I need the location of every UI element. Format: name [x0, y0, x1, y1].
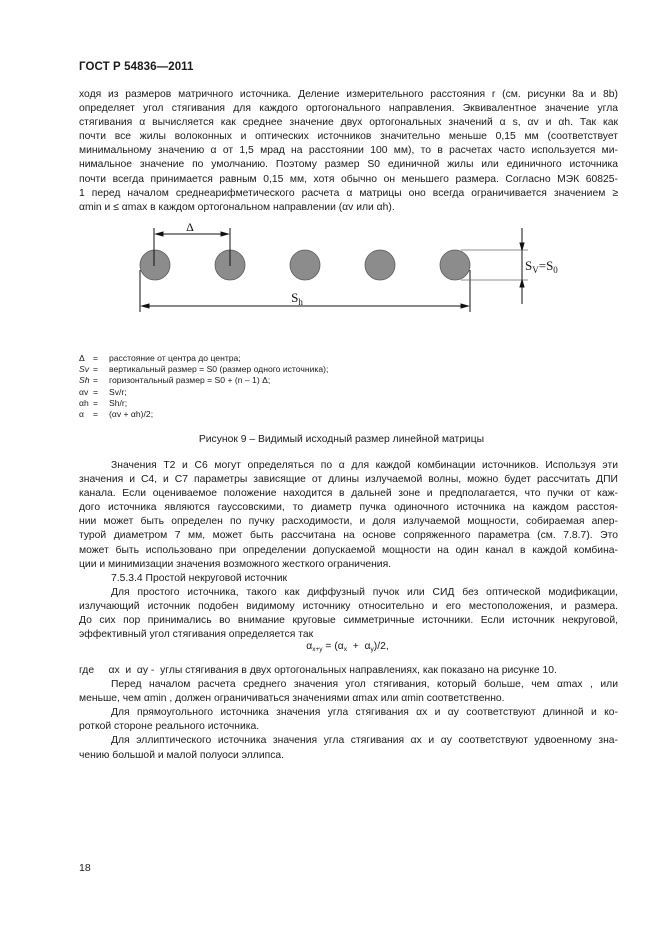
source-circle [215, 250, 245, 280]
legend-symbol: αv [79, 386, 89, 397]
figure-caption: Рисунок 9 – Видимый исходный размер линейной матрицы [198, 434, 485, 445]
text-line: ходя из размеров матричного источника. Деление измерительного расстояния r (см. рисунки 8а и 8b) [79, 89, 618, 100]
text-line: Значения T2 и C6 могут определяться по α для каждой комбинации источников. Используя эти [111, 460, 618, 471]
text-line: минимальному значению α от 1,5 мрад на расстоянии 100 мм), то в расчетах часто используется ми- [79, 145, 618, 157]
body-paragraph-3 [79, 664, 618, 763]
legend-row: Δ = расстояние от центра до центра; [79, 353, 241, 363]
text-line: излучающий источник подобен видимому источнику относительно и его местоположения, и размера. [79, 601, 618, 613]
text-line: почти все жилы волоконных и оптических источников значительно меньше 0,15 мм (соответствует [79, 131, 618, 143]
sh-dimension [140, 270, 470, 312]
legend-text: Sv/r; [109, 386, 127, 397]
text-line: нимальное значение по умолчанию. Поэтому размер S0 единичной жилы или единичного источника [79, 159, 618, 171]
source-circle [440, 250, 470, 280]
sv-dimension [461, 228, 528, 304]
legend-text: горизонтальный размер = S0 + (n – 1) Δ; [109, 375, 271, 386]
text-line: турой диаметром 7 мм, может быть рассчитана на основе сопряженного параметра (см. 7.8.7). Это [79, 530, 618, 542]
sh-label: $S_h$ [291, 290, 303, 307]
legend-symbol: Δ [79, 353, 85, 363]
source-circle [290, 250, 320, 280]
text-line: Перед началом расчета среднего значения угол стягивания, который больше, чем αmax , или [111, 679, 618, 691]
section-heading: 7.5.3.4 Простой некруговой источник [111, 572, 288, 584]
text-line: нии может быть определен по пучку расходимости, и доля излучаемой мощности, собираемая апер- [79, 516, 618, 528]
source-circle [365, 250, 395, 280]
legend-row: Sv = вертикальный размер = S0 (размер одного источника); [79, 364, 329, 375]
sv-s0-label: $S_V=S_0$ [525, 258, 558, 275]
text-line: стягивания α вычисляется как среднее значение двух ортогональных значений α s, αv и αh. Так как [79, 117, 618, 129]
legend-row: Sh = горизонтальный размер = S0 + (n – 1) Δ; [79, 375, 271, 386]
text-line: может быть использовано при определении допускаемой мощности на один канал в каждой комбина- [79, 544, 618, 556]
legend-symbol: Sh [79, 375, 90, 386]
intro-paragraph [79, 88, 618, 215]
text-line: αmin и ≤ αmax в каждом ортогональном направлении (αv или αh). [79, 201, 395, 213]
text-line: чению большой и малой полуоси эллипса. [79, 749, 284, 761]
legend-text: Sh/r; [109, 397, 128, 408]
document-header: ГОСТ Р 54836—2011 [79, 61, 194, 73]
text-line: эффективный угол стягивания определяется так [79, 629, 314, 641]
text-line: 1 перед началом среднеарифметического расчета α матрицы оно всегда ограничивается значением ≥ [79, 187, 618, 199]
legend-row: αh = Sh/r; [79, 397, 128, 408]
text-line: ции и минимизации значения возможного жесткого ограничения. [79, 558, 392, 570]
legend-row: α = (αv + αh)/2; [79, 409, 154, 420]
text-line: почти всегда принимается равным 0,15 мм, хотя обычно он меньшего размера. Согласно МЭК 60825- [79, 173, 618, 185]
text-line: Для эллиптического источника значения угла стягивания αx и αy соответствуют удвоенному зна- [111, 735, 618, 747]
text-line: определяет угол стягивания для каждого ортогонального направления. Эквивалентное значение угла [79, 103, 618, 115]
text-line: роткой стороне реального источника. [79, 721, 260, 733]
formula-alpha-xy: $\alpha_{x+y} = (\alpha_x + \alpha_y)/2$, [306, 641, 389, 653]
figure-legend [79, 353, 328, 420]
legend-symbol: Sv [79, 364, 90, 375]
text-line: меньше, чем αmin , должен ограничиваться значениями αmax или αmin соответственно. [79, 693, 505, 705]
legend-text: расстояние от центра до центра; [109, 353, 241, 363]
delta-label: Δ [186, 220, 194, 234]
text-line: Для прямоугольного источника значения угла стягивания αx и αy соответствуют длинной и ко- [111, 707, 618, 719]
legend-text: вертикальный размер = S0 (размер одного источника); [109, 364, 329, 375]
text-line: Для простого источника, такого как диффузный пучок или СИД без оптической модификации, [111, 587, 618, 598]
text-line: значения и C4, и C7 параметры зависящие от длины излучаемой волны, можно будет рассчитать ДПИ [79, 474, 618, 486]
body-paragraph-2 [79, 586, 618, 642]
body-paragraph-1 [79, 459, 618, 586]
where-line: где αx и αy - углы стягивания в двух ортогональных направлениях, как показано на рисунке 10. [79, 665, 557, 676]
text-line: канала. Если оцениваемое положение находится в дальней зоне и предполагается, что пучки от каж- [79, 488, 618, 500]
legend-text: (αv + αh)/2; [109, 409, 154, 420]
source-circles [140, 250, 470, 280]
legend-symbol: α [79, 409, 84, 420]
page-number: 18 [79, 862, 91, 874]
text-line: дого источника являются гауссовскими, то диаметр пучка одиночного источника на каждом расстоя- [79, 502, 618, 514]
text-line: До сих пор принимались во внимание круговые симметричные источники. Если источник некруговой, [79, 615, 618, 627]
legend-symbol: αh [79, 397, 89, 408]
legend-row: αv = Sv/r; [79, 386, 127, 397]
delta-dimension [154, 228, 230, 266]
source-circle [140, 250, 170, 280]
